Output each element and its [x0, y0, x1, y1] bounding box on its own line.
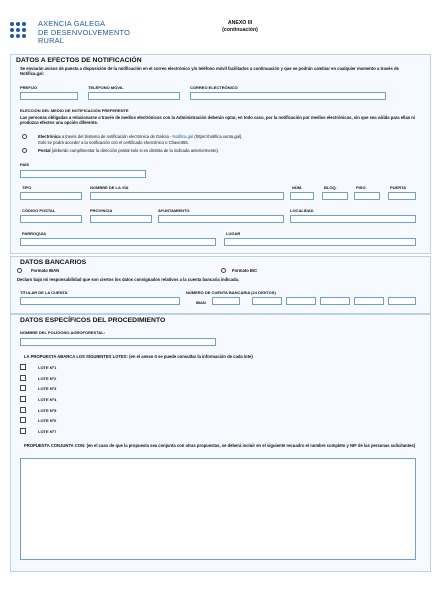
- account-field[interactable]: [286, 297, 316, 305]
- email-field[interactable]: [190, 92, 386, 100]
- preference-text: Las personas obligadas a relacionarse a través de medios electrónicos con la Administración deberán optar, en todo caso, por la notificación por medios electrónicos, sin que sea válida para ellas ni produzca efectos una opción diferente.: [20, 115, 415, 126]
- account-field[interactable]: [320, 297, 350, 305]
- municipality-field[interactable]: [158, 215, 284, 223]
- type-label: TIPO: [22, 185, 32, 190]
- account-holder-field[interactable]: [20, 297, 180, 305]
- org-line: AXENCIA GALEGA: [38, 19, 106, 28]
- lot-label: LOTE Nº4: [38, 397, 57, 402]
- lot-label: LOTE Nº3: [38, 386, 57, 391]
- account-holder-label: TITULAR DE LA CUENTA: [20, 290, 68, 295]
- lot-checkbox[interactable]: [20, 385, 26, 391]
- postal-label: Postal: [38, 148, 51, 153]
- annex-subtitle: (continuación): [222, 27, 258, 33]
- parish-field[interactable]: [20, 238, 216, 246]
- floor-field[interactable]: [354, 192, 380, 200]
- account-field[interactable]: [388, 297, 416, 305]
- section-title: DATOS ESPECÍFICOS DEL PROCEDIMIENTO: [20, 317, 166, 324]
- joint-proposal-textarea[interactable]: [20, 458, 416, 560]
- account-number-label: NÚMERO DE CUENTA BANCARIA (24 DÍGITOS): [186, 290, 276, 295]
- bank-declaration: Declaro bajo mi responsabilidad que son ciertos los datos consignados relativos a la cuenta bancaria indicada.: [17, 277, 240, 282]
- org-line: RURAL: [38, 36, 65, 46]
- email-label: CORREO ELECTRÓNICO: [190, 85, 238, 90]
- postcode-label: CÓDIGO POSTAL: [22, 208, 56, 213]
- place-label: LUGAR: [226, 231, 241, 236]
- country-label: PAÍS: [20, 162, 30, 167]
- block-field[interactable]: [322, 192, 348, 200]
- xunta-logo-icon: [10, 22, 32, 44]
- province-label: PROVINCIA: [90, 208, 113, 213]
- lot-label: LOTE Nº2: [38, 376, 57, 381]
- iban-format-radio[interactable]: [17, 268, 22, 273]
- bic-format-label: Formato BIC: [232, 268, 258, 273]
- block-label: BLOQ.: [324, 185, 337, 190]
- prefix-field[interactable]: [20, 92, 78, 100]
- electronic-option: [38, 134, 418, 139]
- iban-format-label: Formato IBAN: [31, 268, 60, 273]
- lot-label: LOTE Nº7: [38, 429, 57, 434]
- door-field[interactable]: [388, 192, 416, 200]
- lot-label: LOTE Nº5: [38, 408, 57, 413]
- bic-format-radio[interactable]: [221, 268, 226, 273]
- lot-checkbox[interactable]: [20, 407, 26, 413]
- municipality-label: AYUNTAMIENTO: [158, 208, 190, 213]
- notification-section: [10, 54, 431, 254]
- account-field[interactable]: [212, 297, 240, 305]
- lot-label: LOTE Nº1: [38, 365, 57, 370]
- locality-label: LOCALIDAD: [290, 208, 314, 213]
- mobile-field[interactable]: [88, 92, 180, 100]
- province-field[interactable]: [90, 215, 152, 223]
- annex-title: ANEXO III: [227, 20, 253, 26]
- street-label: NOMBRE DE LA VÍA: [90, 185, 129, 190]
- section-title: DATOS A EFECTOS DE NOTIFICACIÓN: [16, 57, 142, 64]
- notifica-link[interactable]: Notifica.gal: [172, 134, 194, 139]
- organization-name: [38, 20, 130, 46]
- place-field[interactable]: [224, 238, 416, 246]
- electronic-label: Electrónica: [38, 134, 61, 139]
- account-field[interactable]: [252, 297, 282, 305]
- type-field[interactable]: [20, 192, 82, 200]
- parish-label: PARROQUIA: [22, 231, 47, 236]
- electronic-text: a través del Sistema de notificación electrónica de Galicia -: [60, 134, 173, 139]
- notification-intro: Se enviarán avisos de puesta a disposición de la notificación en el correo electrónico y/o teléfono móvil facilitados a continuación y que se podrán cambiar en cualquier momento a través de Notifica.gal:: [20, 66, 399, 77]
- lots-label: LA PROPUESTA ABARCA LOS SIGUIENTES LOTES: (en el anexo II se puede consultar la información de cada lote): [24, 354, 253, 359]
- lot-checkbox[interactable]: [20, 417, 26, 423]
- electronic-note: Solo se podrá acceder a la notificación con el certificado electrónico o Chave365.: [38, 140, 189, 145]
- postal-radio[interactable]: [22, 148, 27, 153]
- iban-prefix-label: IBAN: [196, 300, 206, 305]
- lot-checkbox[interactable]: [20, 375, 26, 381]
- electronic-url: (https://notifica.xunta.gal).: [193, 134, 243, 139]
- electronic-radio[interactable]: [22, 134, 27, 139]
- lot-checkbox[interactable]: [20, 428, 26, 434]
- street-field[interactable]: [90, 192, 284, 200]
- account-field[interactable]: [354, 297, 384, 305]
- postal-text: (deberán cumplimentar la dirección postal solo si es distinta de la indicada anteriormente).: [50, 148, 220, 153]
- door-label: PUERTA: [390, 185, 407, 190]
- prefix-label: PREFIJO: [20, 85, 38, 90]
- org-line: DE DESENVOLVEMENTO: [38, 27, 131, 37]
- country-field[interactable]: [20, 170, 146, 178]
- number-label: NÚM.: [292, 185, 303, 190]
- mobile-label: TELÉFONO MÓVIL: [88, 85, 124, 90]
- joint-proposal-label: PROPUESTA CONJUNTA CON: (en el caso de que la propuesta sea conjunta con otras propuestas, se deberá incluir en el siguiente recuadro el nombre completo y NIF de las personas solicitantes): [24, 443, 416, 448]
- lot-label: LOTE Nº6: [38, 418, 57, 423]
- postal-option: [38, 148, 418, 153]
- polygon-label: NOMBRE DEL POLÍGONO AGROFORESTAL:: [20, 330, 106, 335]
- lot-checkbox[interactable]: [20, 396, 26, 402]
- preference-title: ELECCIÓN DEL MEDIO DE NOTIFICACIÓN PREFERENTE: [20, 108, 129, 113]
- locality-field[interactable]: [290, 215, 416, 223]
- postcode-field[interactable]: [20, 215, 82, 223]
- section-title: DATOS BANCARIOS: [20, 259, 87, 266]
- lot-checkbox[interactable]: [20, 364, 26, 370]
- number-field[interactable]: [290, 192, 314, 200]
- floor-label: PISO: [356, 185, 366, 190]
- annex-heading: [190, 20, 290, 34]
- polygon-field[interactable]: [20, 338, 216, 346]
